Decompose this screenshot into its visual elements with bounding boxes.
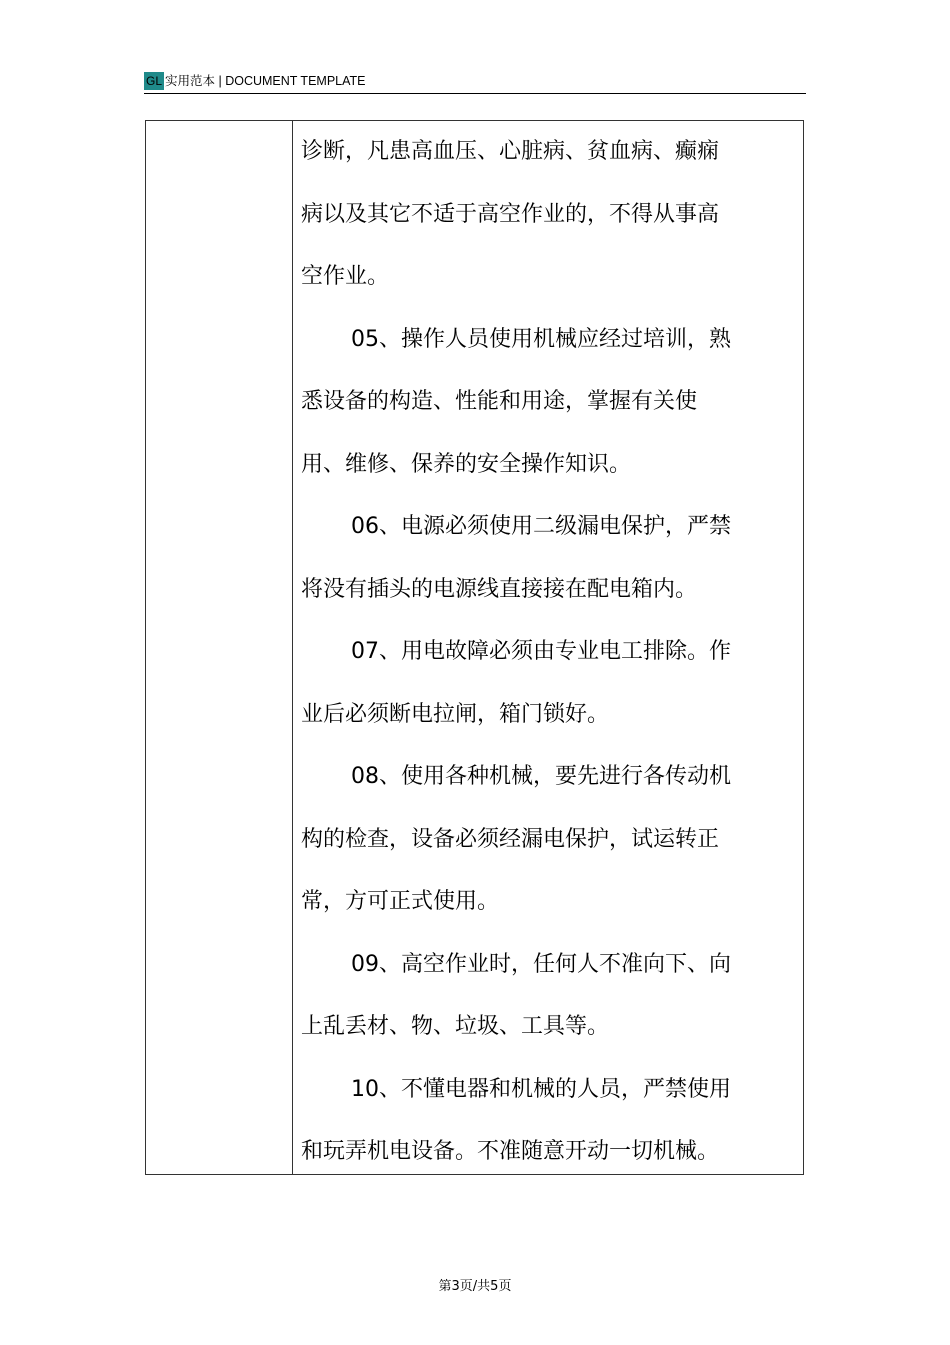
text-line: 10、不懂电器和机械的人员，严禁使用 (351, 1076, 731, 1102)
text-line: 将没有插头的电源线直接接在配电箱内。 (301, 576, 698, 602)
text-line: 业后必须断电拉闸，箱门锁好。 (301, 701, 610, 727)
text-line: 05、操作人员使用机械应经过培训，熟 (351, 326, 731, 352)
table-left-cell (146, 121, 293, 1174)
page-number: 第3页/共5页 (438, 1279, 512, 1294)
text-line: 上乱丢材、物、垃圾、工具等。 (301, 1014, 610, 1039)
content-table (145, 120, 804, 1175)
page-header (144, 70, 806, 94)
table-content-cell (301, 121, 751, 1184)
text-line: 空作业。 (301, 264, 390, 289)
text-line: 病以及其它不适于高空作业的，不得从事高 (301, 201, 720, 227)
text-line: 诊断，凡患高血压、心脏病、贫血病、癫痫 (301, 139, 720, 164)
text-line: 和玩弄机电设备。不准随意开动一切机械。 (301, 1139, 720, 1164)
text-line: 08、使用各种机械，要先进行各传动机 (351, 764, 731, 789)
header-title: 实用范本 | DOCUMENT TEMPLATE (165, 74, 366, 88)
gl-logo: GL (145, 74, 162, 88)
text-line: 06、电源必须使用二级漏电保护，严禁 (351, 514, 731, 539)
text-line: 悉设备的构造、性能和用途，掌握有关使 (301, 389, 698, 414)
text-line: 构的检查，设备必须经漏电保护，试运转正 (301, 826, 720, 852)
text-line: 用、维修、保养的安全操作知识。 (301, 451, 632, 477)
text-line: 09、高空作业时，任何人不准向下、向 (351, 951, 731, 977)
text-line: 常，方可正式使用。 (301, 889, 500, 914)
text-line: 07、用电故障必须由专业电工排除。作 (351, 639, 731, 664)
